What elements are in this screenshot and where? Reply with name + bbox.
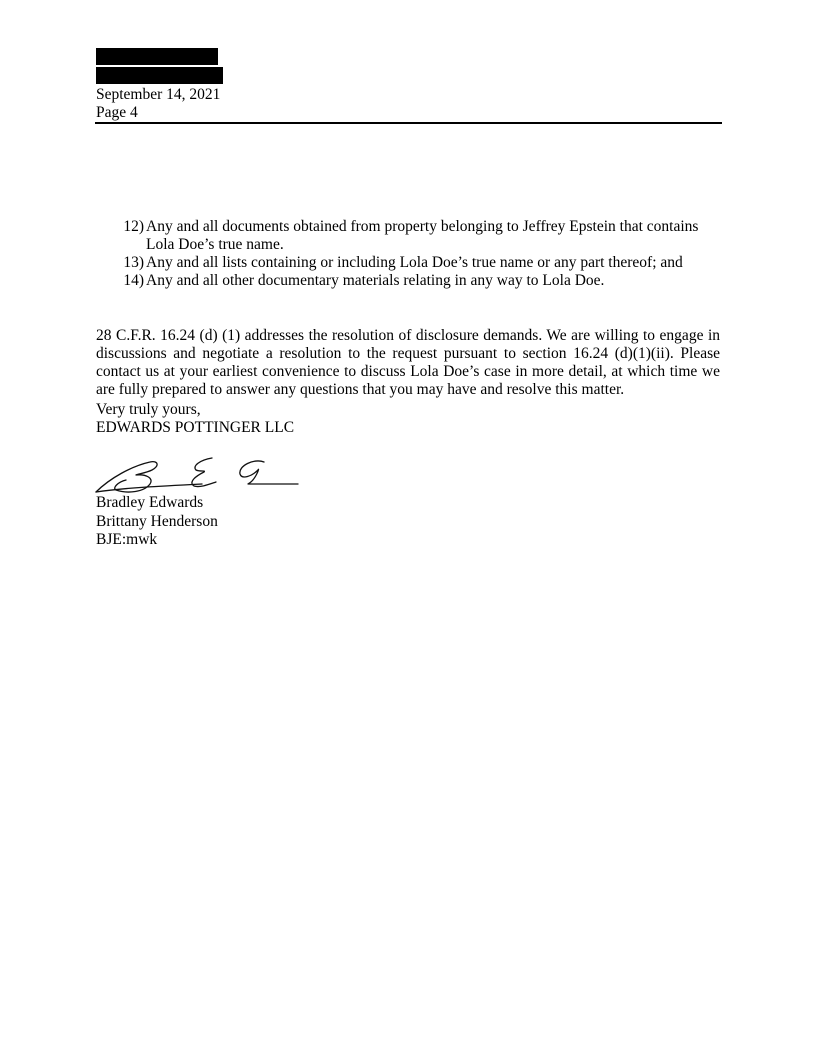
- header-page-number: Page 4: [96, 104, 138, 121]
- reference-initials: BJE:mwk: [96, 531, 158, 548]
- closing-block: [96, 401, 294, 437]
- list-item-text: Any and all lists containing or including Lola Doe’s true name or any part thereof; and: [146, 254, 683, 271]
- body-paragraph: 28 C.F.R. 16.24 (d) (1) addresses the resolution of disclosure demands. We are willing to engage in discussions and negotiate a resolution to the request pursuant to section 16.24 (d)(1)(ii). Please contact us at your earliest convenience to discuss Lola Doe’s case in more detail, at which time we are fully prepared to answer any questions that you may have and resolve this matter.: [96, 327, 720, 398]
- redacted-block: [96, 48, 218, 65]
- signer-name: Bradley Edwards: [96, 494, 204, 511]
- list-item: [96, 254, 720, 272]
- redacted-block: [96, 67, 223, 84]
- list-item-number: 13): [123, 254, 144, 271]
- list-item: [96, 218, 720, 254]
- salutation: Very truly yours,: [96, 401, 201, 418]
- list-item-number: 12): [123, 218, 144, 235]
- header-date: September 14, 2021: [96, 86, 221, 103]
- firm-name: EDWARDS POTTINGER LLC: [96, 419, 295, 436]
- signature-icon: [92, 452, 302, 500]
- list-item-text: Any and all other documentary materials relating in any way to Lola Doe.: [146, 272, 605, 289]
- signer-block: [96, 494, 218, 550]
- signer-name: Brittany Henderson: [96, 512, 218, 530]
- letter-header: [96, 86, 220, 122]
- list-item: [96, 272, 720, 290]
- header-divider: [95, 122, 722, 124]
- list-item-text: Any and all documents obtained from property belonging to Jeffrey Epstein that contains Lola Doe’s true name.: [146, 218, 699, 253]
- list-item-number: 14): [123, 272, 144, 289]
- request-list: [96, 218, 720, 290]
